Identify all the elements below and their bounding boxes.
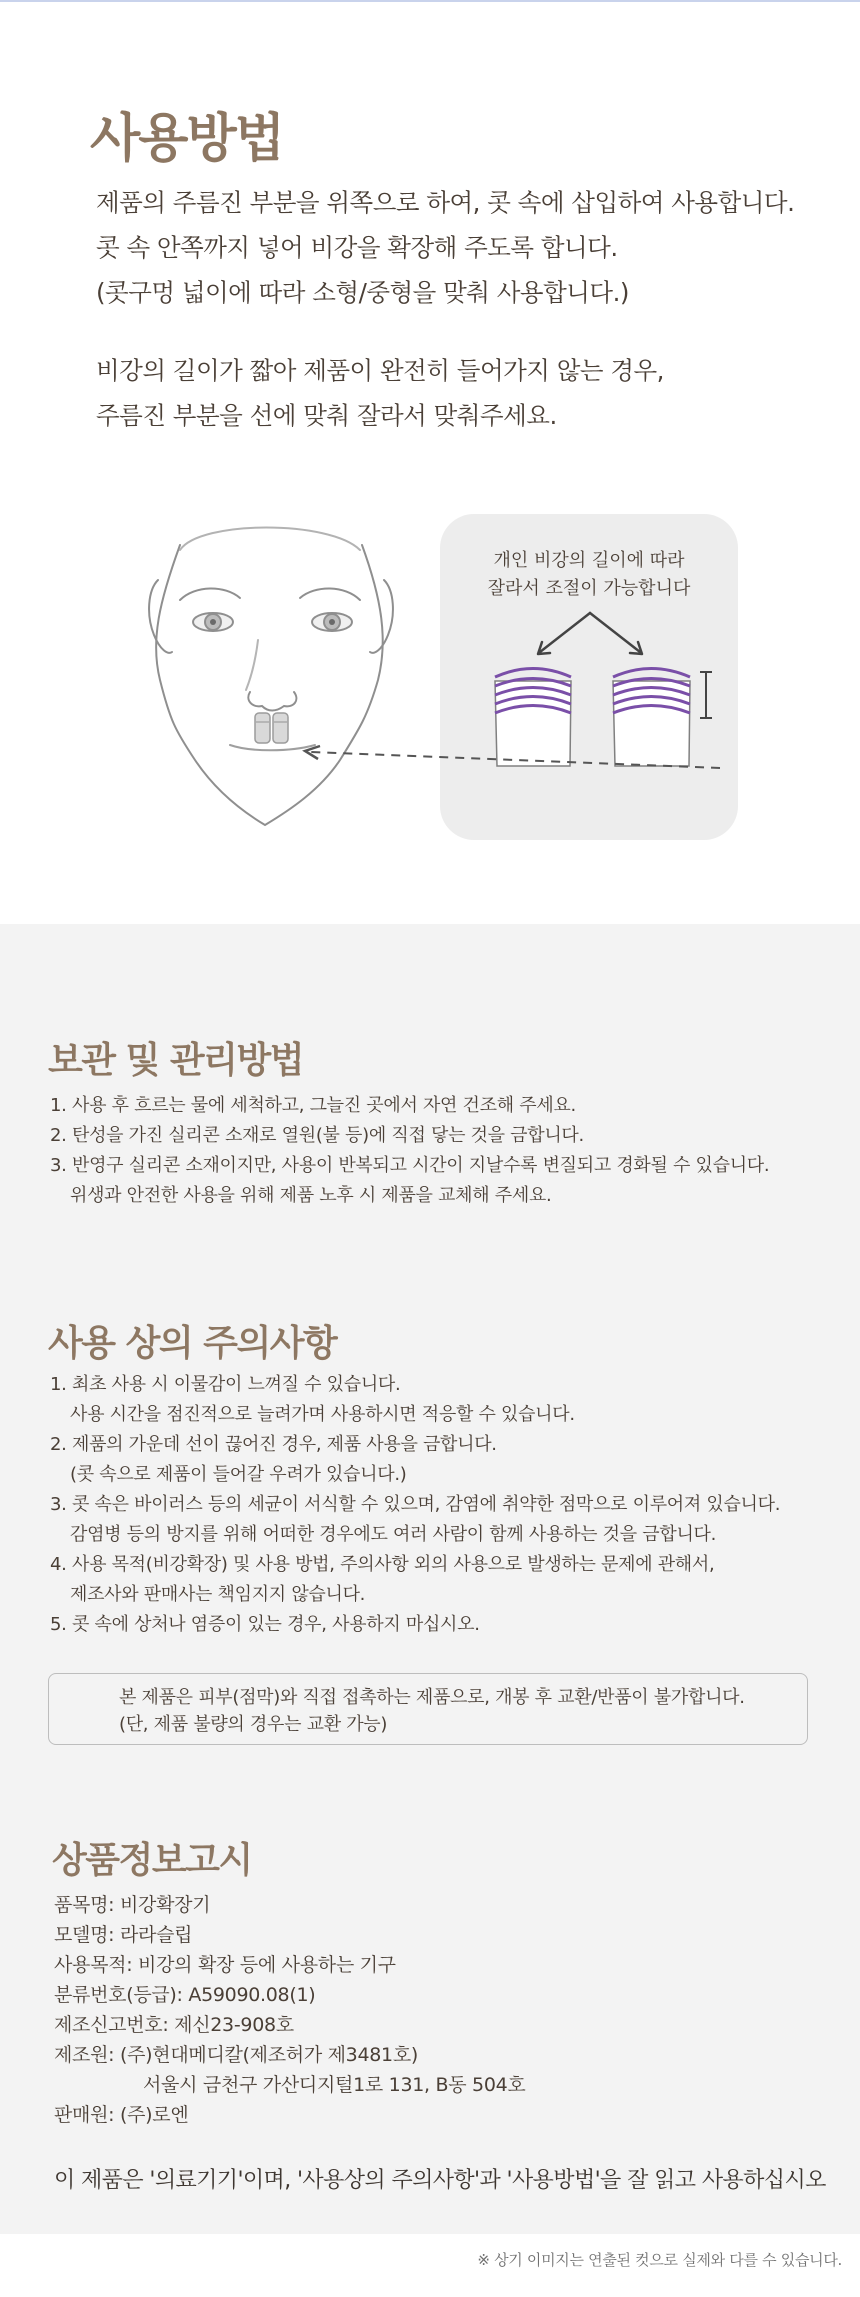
list-item-sub: 사용 시간을 점진적으로 늘려가며 사용하시면 적응할 수 있습니다.: [70, 1404, 575, 1425]
list-item-text: 2. 제품의 가운데 선이 끊어진 경우, 제품 사용을 금합니다.: [50, 1434, 497, 1455]
info-row: 사용목적: 비강의 확장 등에 사용하는 기구: [54, 1954, 396, 1976]
exchange-notice-box: [48, 1673, 808, 1745]
usage-line: 제품의 주름진 부분을 위쪽으로 하여, 콧 속에 삽입하여 사용합니다.: [96, 188, 795, 217]
info-row: [54, 2040, 525, 2100]
usage-title: 사용방법: [90, 109, 283, 169]
notice-line: 본 제품은 피부(점막)와 직접 접촉하는 제품으로, 개봉 후 교환/반품이 불가합니다.: [119, 1687, 745, 1708]
callout-text-line2: 잘라서 조절이 가능합니다: [487, 578, 691, 599]
list-item-text: 1. 최초 사용 시 이물감이 느껴질 수 있습니다.: [50, 1374, 401, 1395]
list-item: [50, 1430, 780, 1490]
nasal-dilator-icon: [255, 713, 288, 743]
medical-device-notice: 이 제품은 '의료기기'이며, '사용상의 주의사항'과 '사용방법'을 잘 읽고 사용하십시오: [54, 2168, 826, 2193]
list-item: [50, 1550, 780, 1610]
list-item: [50, 1370, 780, 1430]
usage-line: 비강의 길이가 짧아 제품이 완전히 들어가지 않는 경우,: [96, 356, 664, 385]
storage-title: 보관 및 관리방법: [48, 1040, 303, 1081]
list-item-text: 5. 콧 속에 상처나 염증이 있는 경우, 사용하지 마십시오.: [50, 1614, 480, 1635]
list-item-text: 4. 사용 목적(비강확장) 및 사용 방법, 주의사항 외의 사용으로 발생하는 문제에 관해서,: [50, 1554, 715, 1575]
list-item-sub: 위생과 안전한 사용을 위해 제품 노후 시 제품을 교체해 주세요.: [70, 1185, 552, 1206]
list-item: 2. 탄성을 가진 실리콘 소재로 열원(불 등)에 직접 닿는 것을 금합니다.: [50, 1125, 584, 1146]
list-item-sub: (콧 속으로 제품이 들어갈 우려가 있습니다.): [70, 1464, 407, 1485]
info-row-text: 제조원: (주)현대메디칼(제조허가 제3481호): [54, 2044, 418, 2066]
usage-paragraph-1: [96, 180, 794, 315]
list-item: 1. 사용 후 흐르는 물에 세척하고, 그늘진 곳에서 자연 건조해 주세요.: [50, 1095, 576, 1116]
info-row: 분류번호(등급): A59090.08(1): [54, 1984, 316, 2006]
list-item-sub: 제조사와 판매사는 책임지지 않습니다.: [70, 1584, 366, 1605]
face-illustration: [149, 528, 393, 826]
info-row: 제조신고번호: 제신23-908호: [54, 2014, 294, 2036]
usage-paragraph-2: [96, 348, 664, 438]
image-disclaimer: ※ 상기 이미지는 연출된 컷으로 실제와 다를 수 있습니다.: [477, 2251, 842, 2269]
list-item: [50, 1151, 769, 1211]
notice-line: (단, 제품 불량의 경우는 교환 가능): [119, 1714, 388, 1735]
usage-line: 주름진 부분을 선에 맞춰 잘라서 맞춰주세요.: [96, 401, 557, 430]
info-row: 모델명: 라라슬립: [54, 1924, 193, 1946]
callout-text-line1: 개인 비강의 길이에 따라: [493, 550, 685, 571]
usage-line: 콧 속 안쪽까지 넣어 비강을 확장해 주도록 합니다.: [96, 233, 618, 262]
usage-illustration: [0, 470, 860, 890]
usage-line: (콧구멍 넓이에 따라 소형/중형을 맞춰 사용합니다.): [96, 278, 629, 307]
list-item-sub: 감염병 등의 방지를 위해 어떠한 경우에도 여러 사람이 함께 사용하는 것을 금합니다.: [70, 1524, 717, 1545]
list-item: [50, 1490, 780, 1550]
info-address: 서울시 금천구 가산디지털1로 131, B동 504호: [143, 2074, 526, 2096]
product-info-list: [54, 1890, 525, 2130]
caution-list: [50, 1370, 780, 1640]
list-item: [50, 1610, 780, 1640]
caution-title: 사용 상의 주의사항: [48, 1323, 337, 1364]
info-row: 판매원: (주)로엔: [54, 2104, 189, 2126]
product-info-title: 상품정보고시: [52, 1840, 252, 1881]
storage-list: [50, 1091, 769, 1211]
list-item-text: 3. 반영구 실리콘 소재이지만, 사용이 반복되고 시간이 지날수록 변질되고 경화될 수 있습니다.: [50, 1155, 770, 1176]
info-row: 품목명: 비강확장기: [54, 1894, 211, 1916]
list-item-text: 3. 콧 속은 바이러스 등의 세균이 서식할 수 있으며, 감염에 취약한 점막으로 이루어져 있습니다.: [50, 1494, 781, 1515]
